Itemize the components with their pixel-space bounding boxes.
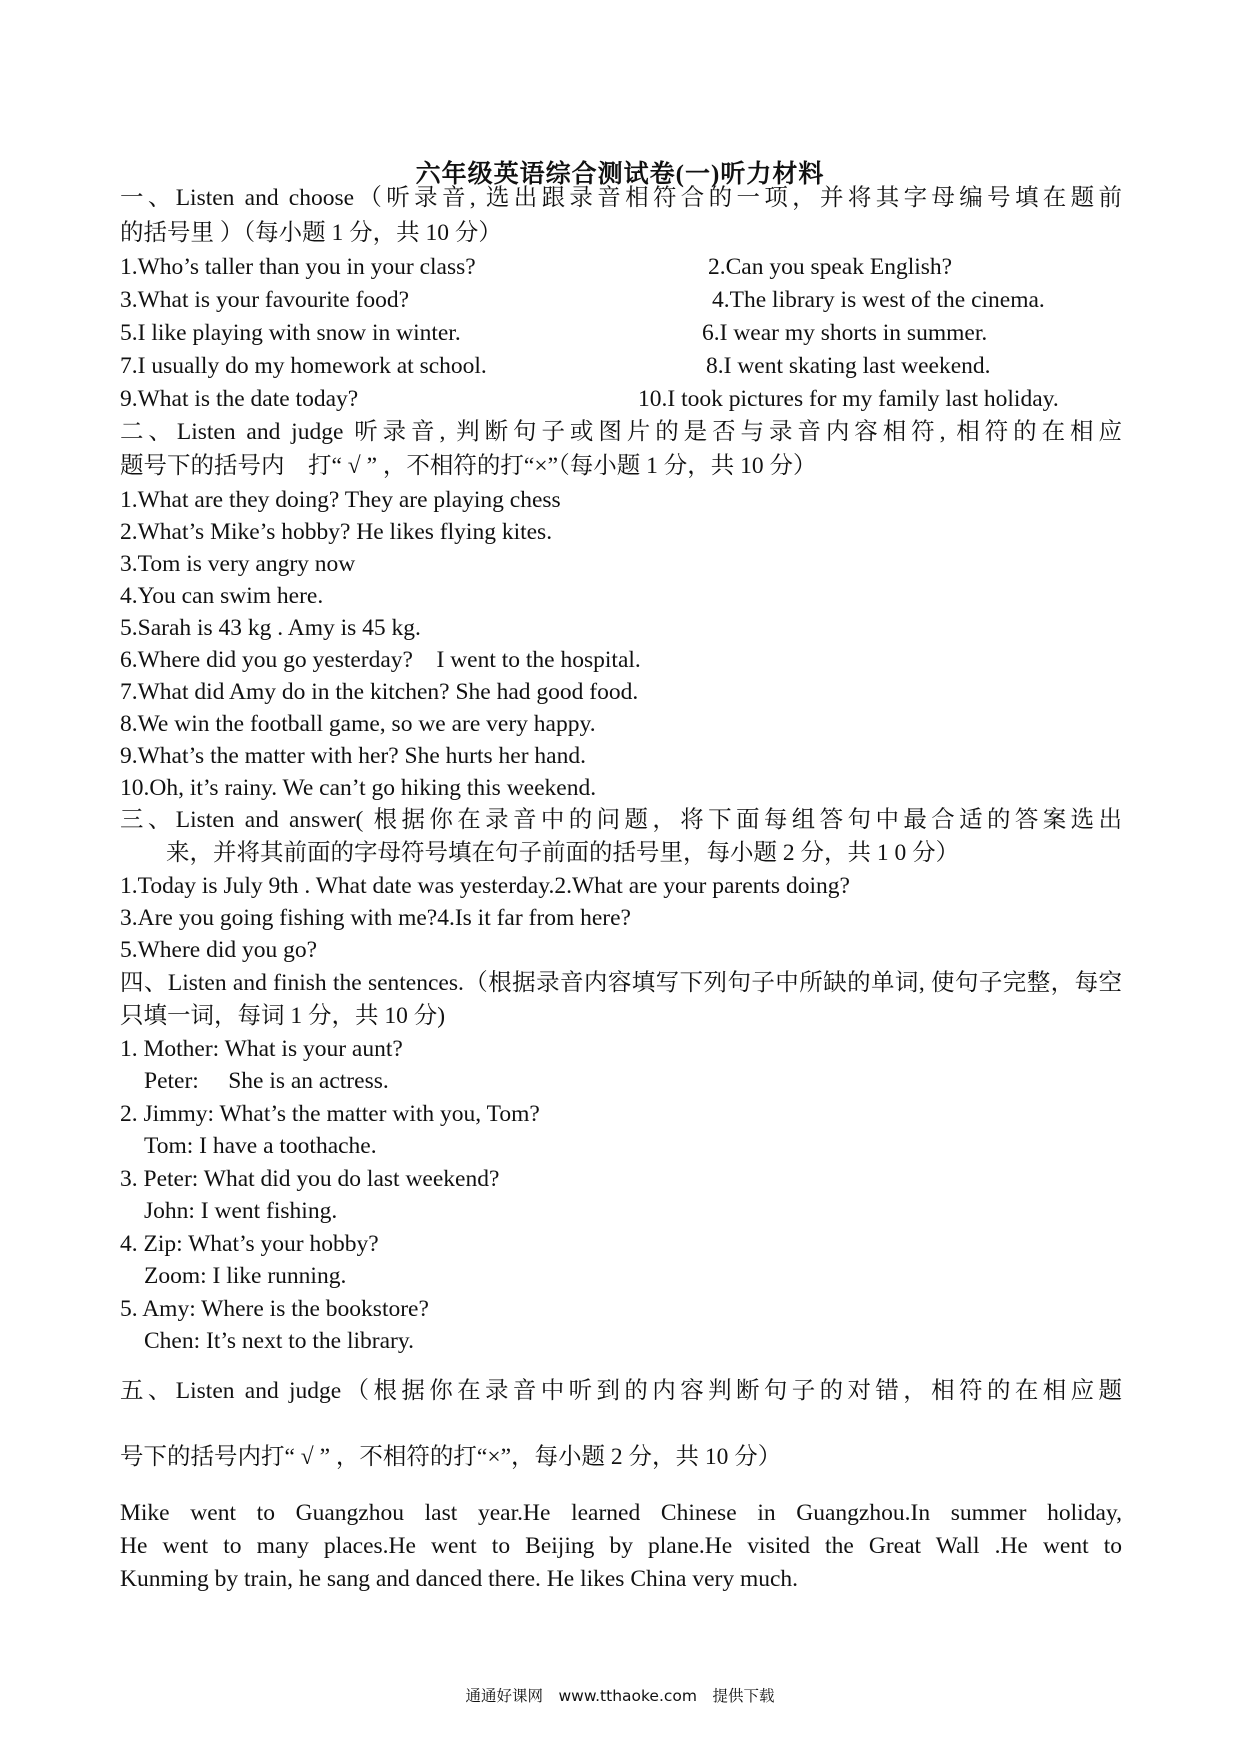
section-2-item-5: 5.Sarah is 43 kg . Amy is 45 kg. (120, 615, 421, 641)
section-3-heading-line-2: 来，并将其前面的字母符号填在句子前面的括号里，每小题 2 分，共 1 0 分） (166, 840, 960, 866)
section-1-item-9: 9.What is the date today? (120, 386, 359, 412)
section-5-paragraph-line-1: Mike went to Guangzhou last year.He learned Chinese in Guangzhou.In summer holiday, (120, 1500, 1122, 1526)
section-2-item-6: 6.Where did you go yesterday? I went to the hospital. (120, 647, 641, 673)
section-2-heading-line-1: 二、Listen and judge 听录音, 判断句子或图片的是否与录音内容相符, 相符的在相应 (120, 419, 1122, 445)
section-4-dialogue-5-line-2: Chen: It’s next to the library. (144, 1328, 414, 1354)
section-3-item-3: 5.Where did you go? (120, 937, 318, 963)
section-4-dialogue-4-line-1: 4. Zip: What’s your hobby? (120, 1231, 379, 1257)
section-2-item-7: 7.What did Amy do in the kitchen? She had good food. (120, 679, 639, 705)
section-3-item-2: 3.Are you going fishing with me?4.Is it far from here? (120, 905, 631, 931)
section-1-heading-line-2: 的括号里 ）（每小题 1 分，共 10 分） (120, 220, 502, 246)
section-1-item-1: 1.Who’s taller than you in your class? (120, 254, 476, 280)
section-1-item-10: 10.I took pictures for my family last holiday. (638, 386, 1059, 412)
section-1-item-7: 7.I usually do my homework at school. (120, 353, 487, 379)
section-2-item-1: 1.What are they doing? They are playing chess (120, 487, 561, 513)
section-4-dialogue-1-line-2: Peter: She is an actress. (144, 1068, 389, 1094)
section-5-paragraph-line-3: Kunming by train, he sang and danced there. He likes China very much. (120, 1566, 799, 1592)
section-2-item-9: 9.What’s the matter with her? She hurts her hand. (120, 743, 586, 769)
section-1-item-6: 6.I wear my shorts in summer. (702, 320, 988, 346)
section-4-dialogue-2-line-1: 2. Jimmy: What’s the matter with you, Tom? (120, 1101, 540, 1127)
section-2-item-2: 2.What’s Mike’s hobby? He likes flying kites. (120, 519, 553, 545)
section-2-item-3: 3.Tom is very angry now (120, 551, 356, 577)
section-1-item-8: 8.I went skating last weekend. (706, 353, 991, 379)
section-2-item-4: 4.You can swim here. (120, 583, 324, 609)
section-1-item-4: 4.The library is west of the cinema. (712, 287, 1045, 313)
section-5-heading-line-2: 号下的括号内打“ √ ” ，不相符的打“×”，每小题 2 分，共 10 分） (120, 1444, 782, 1470)
section-5-paragraph-line-2: He went to many places.He went to Beijing by plane.He visited the Great Wall .He went to (120, 1533, 1122, 1559)
section-4-dialogue-3-line-1: 3. Peter: What did you do last weekend? (120, 1166, 500, 1192)
section-1-heading-line-1: 一、Listen and choose（听录音, 选出跟录音相符合的一项，并将其字母编号填在题前 (120, 185, 1122, 211)
section-4-dialogue-4-line-2: Zoom: I like running. (144, 1263, 347, 1289)
section-1-item-3: 3.What is your favourite food? (120, 287, 410, 313)
section-3-item-1: 1.Today is July 9th . What date was yesterday.2.What are your parents doing? (120, 873, 850, 899)
section-3-heading-line-1: 三、Listen and answer( 根据你在录音中的问题，将下面每组答句中最合适的答案选出 (120, 807, 1122, 833)
footer-download-note: 通通好课网 www.tthaoke.com 提供下载 (465, 1687, 775, 1705)
section-2-heading-line-2: 题号下的括号内 打“ √ ” ，不相符的打“×”（每小题 1 分，共 10 分） (120, 453, 817, 479)
section-4-heading-line-2: 只填一词，每词 1 分，共 10 分) (120, 1003, 446, 1029)
section-4-dialogue-5-line-1: 5. Amy: Where is the bookstore? (120, 1296, 429, 1322)
section-5-heading-line-1: 五、Listen and judge（根据你在录音中听到的内容判断句子的对错，相符的在相应题 (120, 1378, 1122, 1404)
section-2-item-10: 10.Oh, it’s rainy. We can’t go hiking this weekend. (120, 775, 597, 801)
section-1-item-2: 2.Can you speak English? (708, 254, 953, 280)
section-2-item-8: 8.We win the football game, so we are very happy. (120, 711, 596, 737)
section-1-item-5: 5.I like playing with snow in winter. (120, 320, 461, 346)
page-title: 六年级英语综合测试卷(一)听力材料 (415, 161, 825, 188)
section-4-dialogue-2-line-2: Tom: I have a toothache. (144, 1133, 377, 1159)
section-4-heading-line-1: 四、Listen and finish the sentences.（根据录音内容填写下列句子中所缺的单词, 使句子完整，每空 (120, 970, 1122, 996)
section-4-dialogue-1-line-1: 1. Mother: What is your aunt? (120, 1036, 403, 1062)
section-4-dialogue-3-line-2: John: I went fishing. (144, 1198, 338, 1224)
